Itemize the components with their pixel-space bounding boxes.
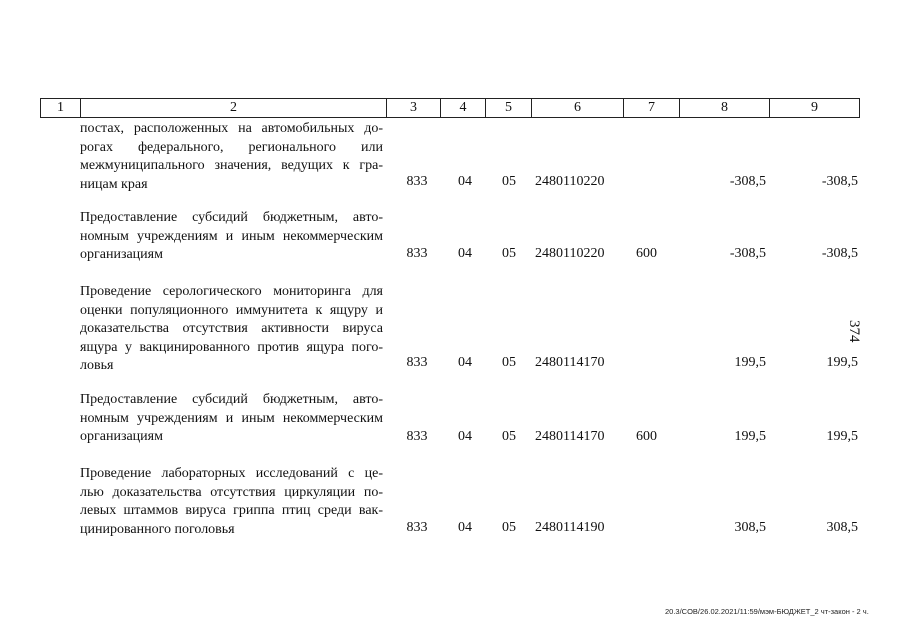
text-line: левых штаммов вируса гриппа птиц среди вак-: [80, 503, 383, 518]
cell-col-5: 05: [502, 520, 516, 535]
page-number: 374: [846, 320, 862, 343]
text-line: Предоставление субсидий бюджетным, авто-: [80, 392, 383, 407]
row-description: [80, 465, 383, 539]
cell-col-7: 600: [636, 429, 657, 444]
cell-col-3: 833: [406, 520, 428, 535]
header-col-7: 7: [624, 99, 680, 117]
text-line: Проведение серологического мониторинга для: [80, 284, 383, 299]
cell-col-9: 199,5: [826, 355, 858, 370]
text-line: Проведение лабораторных исследований с це-: [80, 466, 383, 481]
row-description: [80, 391, 383, 447]
text-line: цинированного поголовья: [80, 521, 235, 537]
text-line: ящура у вакцинированного против ящура пого-: [80, 339, 383, 355]
cell-col-5: 05: [502, 355, 516, 370]
header-col-2: 2: [81, 99, 387, 117]
text-line: лью доказательства отсутствия циркуляции по-: [80, 484, 383, 500]
cell-col-8: -308,5: [729, 174, 766, 189]
text-line: номным учреждениям и иным некоммерческим: [80, 228, 383, 244]
text-line: организациям: [80, 429, 163, 444]
header-col-6: 6: [532, 99, 624, 117]
header-col-9: 9: [811, 100, 818, 115]
cell-col-8: 199,5: [734, 429, 766, 444]
text-line: оценки популяционного иммунитета к ящуру и: [80, 302, 383, 318]
cell-col-9: -308,5: [821, 174, 858, 189]
text-line: ницам края: [80, 176, 148, 192]
text-line: постах, расположенных на автомобильных до-: [80, 121, 383, 136]
cell-col-9: -308,5: [821, 246, 858, 261]
cell-col-5: 05: [502, 174, 516, 189]
cell-col-6: 2480114190: [535, 520, 605, 535]
row-description: [80, 283, 383, 376]
cell-col-4: 04: [458, 246, 472, 261]
text-line: межмуниципального значения, ведущих к гра-: [80, 158, 383, 173]
header-col-1: 1: [41, 99, 81, 117]
text-line: номным учреждениям и иным некоммерческим: [80, 410, 383, 426]
cell-col-3: 833: [406, 355, 428, 370]
row-description: [80, 120, 383, 194]
cell-col-8: 308,5: [734, 520, 766, 535]
cell-col-5: 05: [502, 429, 516, 444]
cell-col-6: 2480110220: [535, 246, 605, 261]
cell-col-3: 833: [406, 246, 428, 261]
header-col-5: 5: [486, 99, 532, 117]
text-line: организациям: [80, 247, 163, 262]
cell-col-6: 2480114170: [535, 429, 605, 444]
text-line: Предоставление субсидий бюджетным, авто-: [80, 210, 383, 225]
cell-col-4: 04: [458, 520, 472, 535]
cell-col-5: 05: [502, 246, 516, 261]
footer-stamp: 20.3/COB/26.02.2021/11:59/мэм-БЮДЖЕТ_2 чт-закон - 2 ч.: [665, 607, 869, 616]
cell-col-3: 833: [406, 429, 428, 444]
cell-col-6: 2480114170: [535, 355, 605, 370]
cell-col-9: 199,5: [826, 429, 858, 444]
table-header: [40, 98, 860, 118]
text-line: ловья: [80, 358, 114, 373]
cell-col-6: 2480110220: [535, 174, 605, 189]
cell-col-8: -308,5: [729, 246, 766, 261]
cell-col-8: 199,5: [734, 355, 766, 370]
cell-col-4: 04: [458, 429, 472, 444]
header-col-8: 8: [680, 99, 770, 117]
cell-col-9: 308,5: [826, 520, 858, 535]
cell-col-7: 600: [636, 246, 657, 261]
text-line: рогах федерального, регионального или: [80, 139, 383, 155]
header-col-3: 3: [387, 99, 441, 117]
cell-col-4: 04: [458, 174, 472, 189]
text-line: доказательства отсутствия активности вируса: [80, 321, 383, 336]
row-description: [80, 209, 383, 265]
cell-col-4: 04: [458, 355, 472, 370]
cell-col-3: 833: [406, 174, 428, 189]
header-col-4: 4: [441, 99, 486, 117]
